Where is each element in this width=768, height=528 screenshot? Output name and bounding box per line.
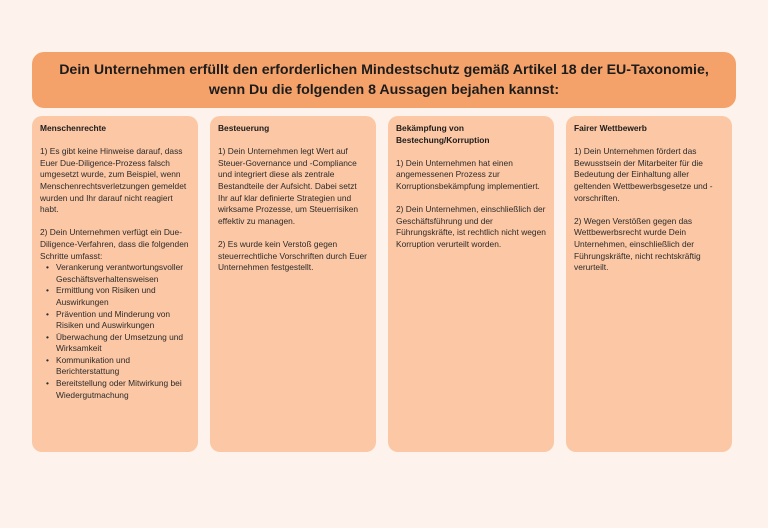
card-paragraph: 1) Dein Unternehmen fördert das Bewusstsein der Mitarbeiter für die Bedeutung der Einhaltung aller geltenden Wettbewerbsgesetze und -vorschriften. (574, 146, 713, 203)
card-heading: Besteuerung (218, 123, 270, 133)
card-besteuerung (210, 116, 376, 452)
bullet-list (40, 262, 190, 401)
card-menschenrechte (32, 116, 198, 452)
card-heading: Menschenrechte (40, 123, 107, 133)
card-paragraph: 2) Es wurde kein Verstoß gegen steuerrechtliche Vorschriften durch Euer Unternehmen festgestellt. (218, 238, 367, 273)
card-paragraph: 1) Dein Unternehmen legt Wert auf Steuer-Governance und -Compliance und integriert diese als zentrale Bestandteile der Aufsicht. Dabei setzt Ihr auf klar definierte Strategien und wirksame Prozesse, um Steuerrisiken effektiv zu managen. (218, 146, 359, 226)
card-paragraph: 2) Dein Unternehmen, einschließlich der Geschäftsführung und der Führungskräfte, ist rechtlich nicht wegen Korruption verurteilt worden. (396, 204, 546, 249)
card-paragraph: 2) Dein Unternehmen verfügt ein Due-Diligence-Verfahren, dass die folgenden Schritte umfasst: (40, 227, 189, 261)
card-heading: Bekämpfung von Bestechung/Korruption (396, 123, 490, 145)
bullet-item: • Überwachung der Umsetzung und Wirksamkeit (56, 332, 190, 355)
bullet-item: • Verankerung verantwortungsvoller Geschäftsverhaltensweisen (56, 262, 190, 285)
bullet-item: • Kommunikation und Berichterstattung (56, 355, 190, 378)
card-korruption (388, 116, 554, 452)
card-heading: Fairer Wettbewerb (574, 123, 647, 133)
card-paragraph: 1) Es gibt keine Hinweise darauf, dass Euer Due-Diligence-Prozess falsch umgesetzt wurde, zum Beispiel, wenn Menschenrechtsverletzungen gemeldet wurden und Ihr darauf nicht reagiert habt. (40, 146, 187, 215)
card-paragraph: 1) Dein Unternehmen hat einen angemessenen Prozess zur Korruptionsbekämpfung implementiert. (396, 157, 540, 191)
bullet-item: • Bereitstellung oder Mitwirkung bei Wiedergutmachung (56, 378, 190, 401)
card-paragraph: 2) Wegen Verstößen gegen das Wettbewerbsrecht wurde Dein Unternehmen, einschließlich der Führungskräfte, nicht rechtskräftig verurteilt. (574, 215, 701, 273)
banner-title: Dein Unternehmen erfüllt den erforderlichen Mindestschutz gemäß Artikel 18 der EU-Taxonomie, wenn Du die folgenden 8 Aussagen bejahen kannst: (59, 62, 709, 98)
bullet-item: • Prävention und Minderung von Risiken und Auswirkungen (56, 309, 190, 332)
bullet-item: • Ermittlung von Risiken und Auswirkungen (56, 285, 190, 308)
title-banner (32, 52, 736, 108)
card-wettbewerb (566, 116, 732, 452)
